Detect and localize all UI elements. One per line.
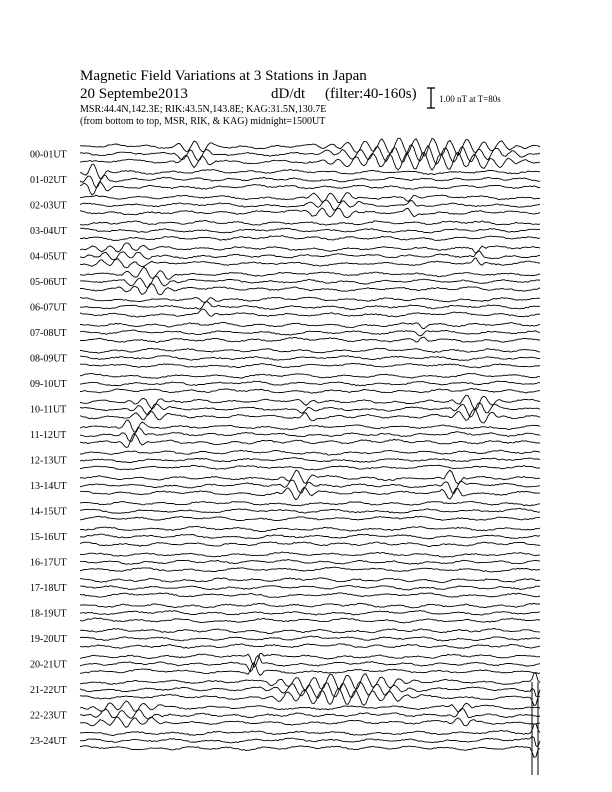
trace-msr: [80, 284, 540, 295]
scale-bar: [427, 88, 435, 108]
order-note: (from bottom to top, MSR, RIK, & KAG) midnight=1500UT: [80, 116, 326, 127]
trace-msr: [80, 433, 540, 447]
trace-msr: [80, 388, 540, 393]
hour-label: 04-05UT: [30, 251, 67, 263]
trace-msr: [80, 363, 540, 367]
trace-kag: [80, 603, 540, 608]
trace-msr: [80, 487, 540, 499]
trace-kag: [80, 164, 540, 178]
trace-msr: [80, 181, 540, 195]
hour-label: 08-09UT: [30, 353, 67, 365]
trace-rik: [80, 708, 540, 719]
hour-label: 03-04UT: [30, 226, 67, 237]
trace-msr: [80, 644, 540, 649]
hour-labels: [30, 150, 67, 748]
trace-msr: [80, 409, 540, 423]
trace-rik: [80, 480, 540, 494]
trace-msr: [80, 309, 540, 317]
date-label: 20 Septembe2013: [80, 86, 188, 102]
trace-msr: [80, 236, 540, 241]
trace-msr: [80, 567, 540, 572]
trace-kag: [80, 348, 540, 353]
trace-kag: [80, 323, 540, 329]
trace-msr: [80, 542, 540, 547]
trace-msr: [80, 516, 540, 520]
hour-label: 15-16UT: [30, 532, 67, 543]
hour-label: 16-17UT: [30, 557, 67, 569]
trace-rik: [80, 356, 540, 361]
trace-rik: [80, 427, 540, 441]
trace-rik: [80, 330, 540, 336]
trace-rik: [80, 381, 540, 386]
trace-rik: [80, 508, 540, 513]
trace-kag: [80, 501, 540, 506]
trace-msr: [80, 593, 540, 598]
hour-label: 06-07UT: [30, 302, 67, 314]
trace-kag: [80, 628, 540, 633]
trace-kag: [80, 220, 540, 225]
trace-msr: [80, 618, 540, 623]
traces: [80, 138, 540, 775]
trace-msr: [80, 337, 540, 342]
hour-label: 20-21UT: [30, 659, 67, 671]
trace-kag: [80, 297, 540, 302]
stations-label: MSR:44.4N,142.3E; RIK:43.5N,143.8E; KAG:31.5N,130.7E: [80, 104, 327, 115]
trace-msr: [80, 663, 540, 676]
trace-rik: [80, 458, 540, 463]
trace-msr: [80, 746, 540, 758]
trace-msr: [80, 465, 540, 470]
trace-msr: [80, 688, 540, 706]
hour-label: 17-18UT: [30, 583, 67, 594]
trace-rik: [80, 736, 540, 747]
trace-msr: [80, 258, 540, 268]
trace-rik: [80, 200, 540, 211]
hour-label: 14-15UT: [30, 506, 67, 518]
trace-msr: [80, 208, 540, 218]
trace-rik: [80, 534, 540, 539]
filter-label: (filter:40-160s): [325, 86, 417, 102]
hour-label: 01-02UT: [30, 175, 67, 186]
hour-label: 18-19UT: [30, 608, 67, 620]
hour-label: 21-22UT: [30, 685, 67, 696]
trace-rik: [80, 636, 540, 641]
hour-label: 10-11UT: [30, 404, 67, 416]
trace-kag: [80, 552, 540, 557]
hour-label: 02-03UT: [30, 200, 67, 212]
trace-kag: [80, 420, 540, 432]
hour-label: 23-24UT: [30, 736, 67, 747]
hour-label: 19-20UT: [30, 634, 67, 645]
trace-kag: [80, 243, 540, 253]
hour-label: 09-10UT: [30, 379, 67, 390]
trace-msr: [80, 717, 540, 727]
chart-title: Magnetic Field Variations at 3 Stations in Japan: [80, 68, 367, 84]
trace-rik: [80, 302, 540, 310]
trace-rik: [80, 611, 540, 616]
quantity-label: dD/dt: [271, 86, 306, 102]
trace-kag: [80, 267, 540, 279]
trace-kag: [80, 450, 540, 455]
scale-bar-label: 1.00 nT at T=80s: [439, 94, 501, 104]
hour-label: 11-12UT: [30, 430, 67, 441]
hour-label: 05-06UT: [30, 277, 67, 288]
hour-label: 13-14UT: [30, 481, 67, 492]
hour-label: 07-08UT: [30, 328, 67, 339]
hour-label: 12-13UT: [30, 455, 67, 467]
trace-rik: [80, 682, 540, 698]
trace-rik: [80, 251, 540, 260]
trace-rik: [80, 560, 540, 565]
hour-label: 00-01UT: [30, 149, 67, 161]
hour-label: 22-23UT: [30, 710, 67, 722]
trace-rik: [80, 228, 540, 233]
trace-kag: [80, 724, 540, 736]
trace-kag: [80, 374, 540, 379]
trace-kag: [80, 470, 540, 484]
trace-kag: [80, 527, 540, 532]
trace-kag: [80, 578, 540, 583]
trace-rik: [80, 586, 540, 590]
trace-kag: [80, 193, 540, 203]
trace-kag: [80, 701, 540, 712]
